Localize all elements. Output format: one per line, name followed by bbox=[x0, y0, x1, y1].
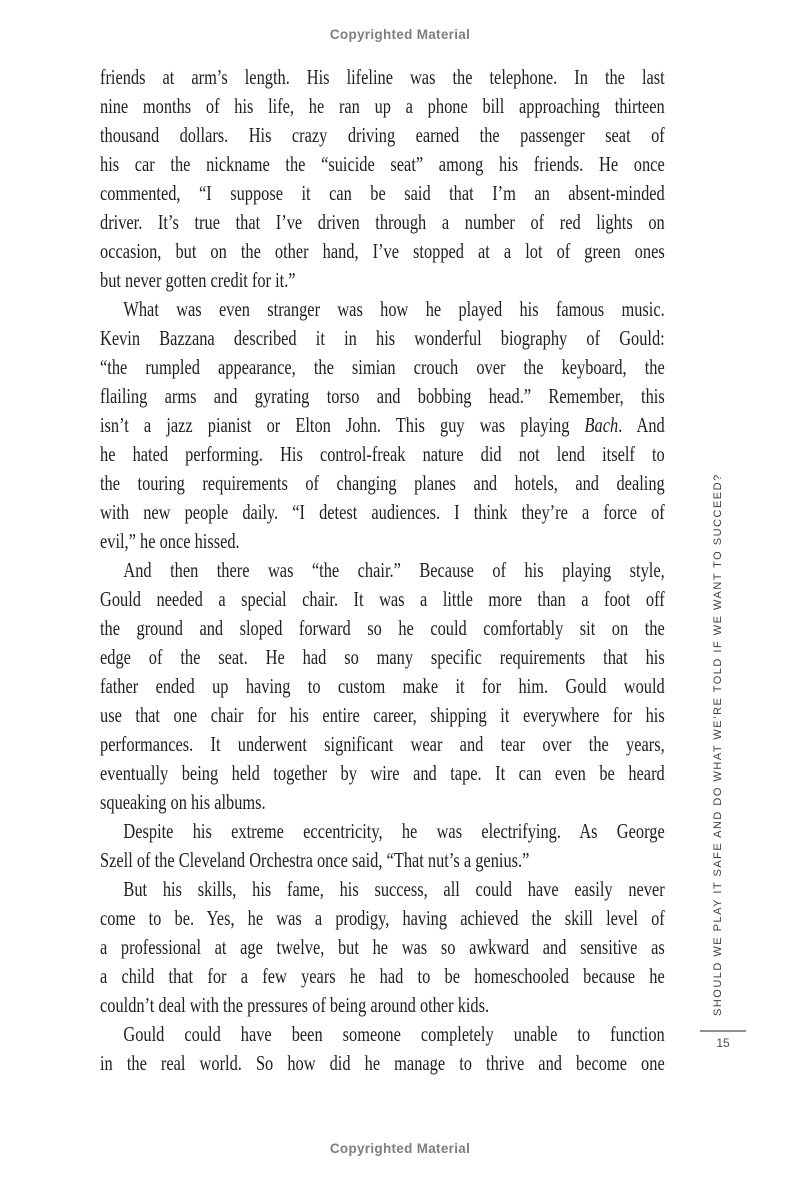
paragraph bbox=[100, 817, 665, 875]
page-text bbox=[100, 63, 665, 1078]
paragraph bbox=[100, 295, 665, 556]
text-line: edge of the seat. He had so many specific requirements that his bbox=[100, 645, 665, 669]
text-line: father ended up having to custom make it for him. Gould would bbox=[100, 674, 665, 698]
text-line: Gould could have been someone completely unable to function bbox=[123, 1022, 665, 1046]
text-line: with new people daily. “I detest audiences. I think they’re a force of bbox=[100, 500, 665, 524]
text-line: the ground and sloped forward so he could comfortably sit on the bbox=[100, 616, 665, 640]
text-line: his car the nickname the “suicide seat” among his friends. He once bbox=[100, 152, 665, 176]
paragraph bbox=[100, 63, 665, 295]
text-line: Gould needed a special chair. It was a little more than a foot off bbox=[100, 587, 665, 611]
text-line: evil,” he once hissed. bbox=[100, 529, 240, 553]
text-line: What was even stranger was how he played his famous music. bbox=[123, 297, 665, 321]
text-line: occasion, but on the other hand, I’ve stopped at a lot of green ones bbox=[100, 239, 665, 263]
text-line: isn’t a jazz pianist or Elton John. This guy was playing Bach. And bbox=[100, 413, 665, 437]
text-line: driver. It’s true that I’ve driven through a number of red lights on bbox=[100, 210, 665, 234]
text-line: friends at arm’s length. His lifeline was the telephone. In the last bbox=[100, 65, 665, 89]
text-line: but never gotten credit for it.” bbox=[100, 268, 296, 292]
paragraph bbox=[100, 556, 665, 817]
text-line: couldn’t deal with the pressures of being around other kids. bbox=[100, 993, 490, 1017]
copyright-notice-top: Copyrighted Material bbox=[329, 27, 471, 42]
text-line: use that one chair for his entire career, shipping it everywhere for his bbox=[100, 703, 665, 727]
text-line: the touring requirements of changing planes and hotels, and dealing bbox=[100, 471, 665, 495]
page-number: 15 bbox=[716, 1036, 730, 1050]
text-line: a child that for a few years he had to be homeschooled because he bbox=[100, 964, 665, 988]
text-line: commented, “I suppose it can be said that I’m an absent-minded bbox=[100, 181, 665, 205]
text-line: a professional at age twelve, but he was so awkward and sensitive as bbox=[100, 935, 665, 959]
text-line: flailing arms and gyrating torso and bobbing head.” Remember, this bbox=[100, 384, 665, 408]
text-line: thousand dollars. His crazy driving earned the passenger seat of bbox=[100, 123, 665, 147]
text-line: squeaking on his albums. bbox=[100, 790, 266, 814]
sidebar-divider bbox=[700, 1030, 746, 1032]
text-line: “the rumpled appearance, the simian crouch over the keyboard, the bbox=[100, 355, 665, 379]
text-line: And then there was “the chair.” Because of his playing style, bbox=[123, 558, 665, 582]
text-line: in the real world. So how did he manage to thrive and become one bbox=[100, 1051, 665, 1075]
copyright-notice-bottom: Copyrighted Material bbox=[329, 1141, 471, 1156]
text-line: eventually being held together by wire and tape. It can even be heard bbox=[100, 761, 665, 785]
text-line: Szell of the Cleveland Orchestra once said, “That nut’s a genius.” bbox=[100, 848, 530, 872]
chapter-title-sidebar: SHOULD WE PLAY IT SAFE AND DO WHAT WE’RE TOLD IF WE WANT TO SUCCEED? bbox=[712, 473, 724, 1016]
text-line: But his skills, his fame, his success, all could have easily never bbox=[123, 877, 665, 901]
text-line: nine months of his life, he ran up a phone bill approaching thirteen bbox=[100, 94, 665, 118]
paragraph bbox=[100, 1020, 665, 1078]
text-line: Kevin Bazzana described it in his wonderful biography of Gould: bbox=[100, 326, 665, 350]
text-line: he hated performing. His control-freak nature did not lend itself to bbox=[100, 442, 665, 466]
text-line: Despite his extreme eccentricity, he was electrifying. As George bbox=[123, 819, 665, 843]
text-line: come to be. Yes, he was a prodigy, having achieved the skill level of bbox=[100, 906, 665, 930]
paragraph bbox=[100, 875, 665, 1020]
text-line: performances. It underwent significant wear and tear over the years, bbox=[100, 732, 665, 756]
